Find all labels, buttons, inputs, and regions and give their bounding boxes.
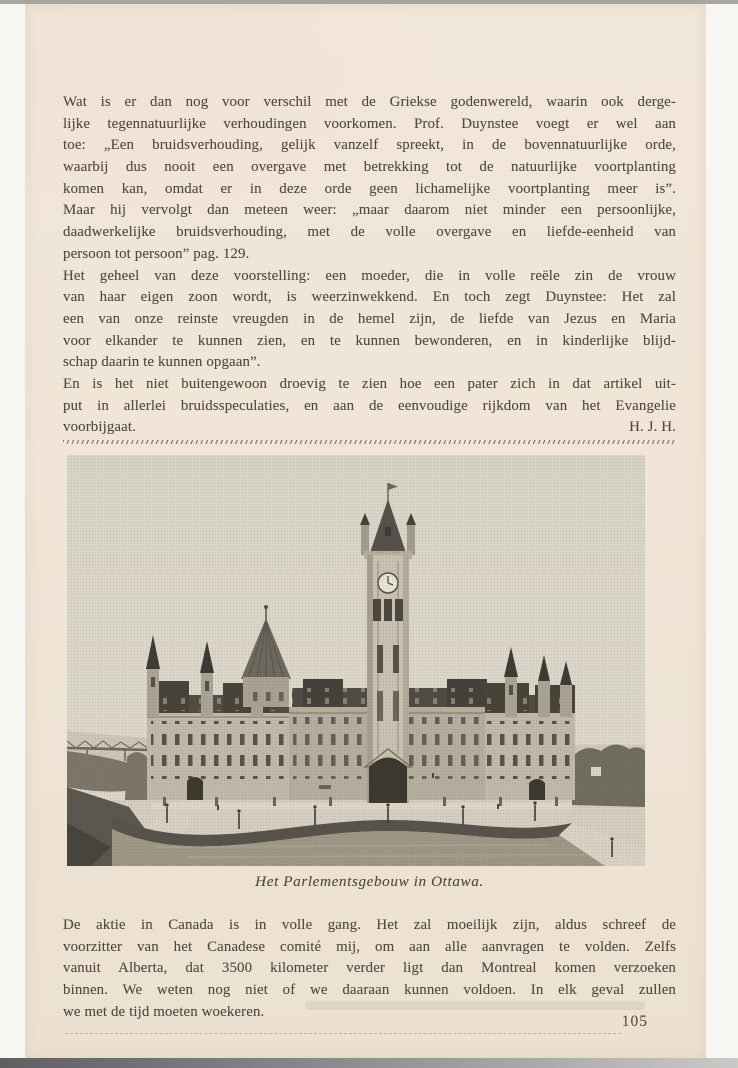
- text-line: De aktie in Canada is in volle gang. Het zal moeilijk zijn, aldus schreef de: [63, 917, 676, 933]
- text-line: Wat is er dan nog voor verschil met de Griekse godenwereld, waarin ook derge-: [63, 94, 676, 110]
- text-line: Maar hij vervolgt dan meteen weer: „maar daarom niet minder een persoonlijke,: [63, 202, 676, 219]
- article-text-top: [63, 92, 676, 439]
- text-line: we met de tijd moeten woekeren.: [63, 1003, 265, 1020]
- peace-tower: [360, 483, 416, 805]
- paragraph-lines: [63, 374, 676, 417]
- entrance-arch: [369, 758, 407, 806]
- wavy-separator: [63, 440, 676, 444]
- text-line: lijke tegennatuurlijke verhoudingen voorkomen. Prof. Duynstee voegt er wel aan: [63, 115, 676, 132]
- text-line: waarbij dus nooit een overgave met betrekking tot de natuurlijke voortplanting: [63, 159, 676, 176]
- paragraph-last-line: voorbijgaat.: [63, 419, 136, 436]
- right-trees: [572, 744, 645, 807]
- text-line: Het geheel van deze voorstelling: een moeder, die in volle reële zin de vrouw: [63, 267, 676, 284]
- text-line: binnen. We weten nog niet of we daaraan kunnen voldoen. In elk geval zullen: [63, 982, 676, 999]
- signature-row: [63, 417, 676, 439]
- footer-dashed-line: [65, 1033, 621, 1034]
- text-line: voorzitter van het Canadese comité mij, om aan alle aanvragen te volden. Zelfs: [63, 938, 676, 955]
- text-line: voor elkander te kunnen zien, en te kunnen bewonderen, en in kinderlijke blijd-: [63, 332, 676, 349]
- text-line: persoon tot persoon” pag. 129.: [63, 245, 250, 262]
- parliament-photo: [67, 455, 645, 866]
- text-line: schap daarin te kunnen opgaan”.: [63, 354, 261, 371]
- text-line: daadwerkelijke bruidsverhouding, met de volle overgave en liefde-eenheid van: [63, 224, 676, 241]
- book-page: [25, 4, 706, 1058]
- paragraph: [63, 374, 676, 439]
- page-number: 105: [621, 1013, 648, 1030]
- scan-edge-bottom: [0, 1058, 738, 1068]
- text-line: En is het niet buitengewoon droevig te zien hoe een pater zich in dat artikel uit-: [63, 375, 676, 392]
- author-initials: H. J. H.: [629, 419, 676, 436]
- distant-house: [591, 767, 601, 776]
- paragraph: [63, 92, 676, 266]
- scan-smudge: [305, 1001, 645, 1010]
- text-line: komen kan, omdat er in deze orde geen lichamelijke voortplanting meer is”.: [63, 180, 676, 197]
- text-line: vanuit Alberta, dat 3500 kilometer verder ligt dan Montreal komen verzoeken: [63, 960, 676, 977]
- paragraph: [63, 266, 676, 374]
- photo-caption: Het Parlementsgebouw in Ottawa.: [255, 873, 484, 890]
- parliament-photo-drawing: [67, 455, 645, 866]
- text-line: van haar eigen zoon wordt, is weerzinwekkend. En toch zegt Duynstee: Het zal: [63, 289, 676, 306]
- left-of-building-trees: [125, 752, 147, 800]
- text-line: een van onze reinste vreugden in de hemel zijn, de liefde van Jezus en Maria: [63, 310, 676, 327]
- text-line: put in allerlei bruidsspeculaties, en aan de eenvoudige rijkdom van het Evangelie: [63, 397, 676, 414]
- text-line: toe: „Een bruidsverhouding, gelijk vanzelf spreekt, in de bovennatuurlijke orde,: [63, 137, 676, 154]
